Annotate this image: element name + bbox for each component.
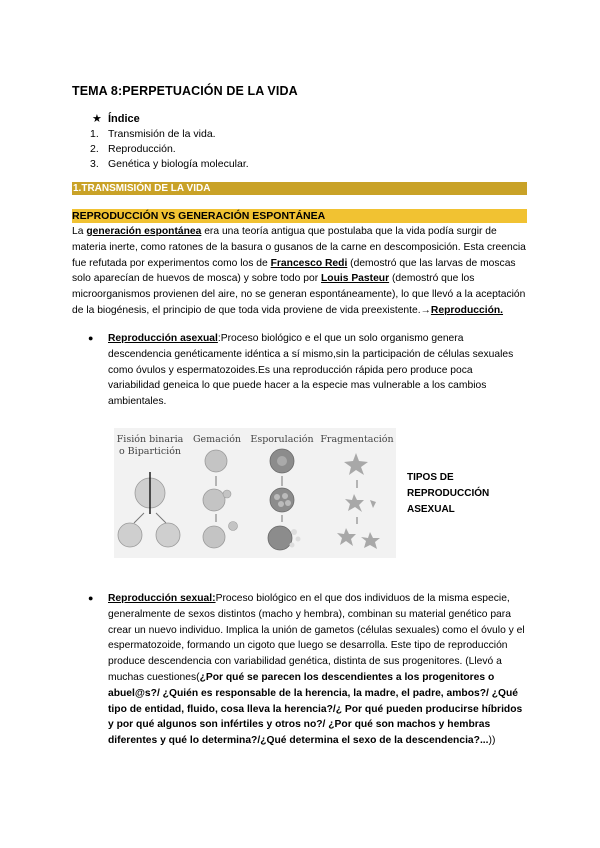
figure-label: o Bipartición (118, 446, 182, 457)
starfish-shape (345, 494, 364, 512)
cell-shape (205, 450, 227, 472)
arrow-icon (156, 513, 166, 523)
index-item: 3. Genética y biología molecular. (90, 158, 249, 170)
cell-shape (118, 523, 142, 547)
cell-shape (270, 488, 294, 512)
cell-shape (156, 523, 180, 547)
page-title: TEMA 8:PERPETUACIÓN DE LA VIDA (72, 84, 298, 98)
subsection-heading: REPRODUCCIÓN VS GENERACIÓN ESPONTÁNEA (72, 209, 527, 223)
arrow-icon (134, 513, 144, 523)
term-generacion-espontanea: generación espontánea (86, 226, 202, 237)
nucleus-shape (277, 456, 287, 466)
bud-shape (229, 522, 238, 531)
index-item: 2. Reproducción. (90, 143, 176, 155)
spore-shape (282, 493, 288, 499)
starfish-shape (344, 453, 368, 475)
term-reproduccion-asexual: Reproducción asexual (108, 333, 218, 344)
cell-shape (268, 526, 292, 550)
cell-shape (203, 489, 225, 511)
starfish-shape (337, 528, 356, 546)
spore-shape (274, 494, 280, 500)
figure-label: Esporulación (250, 434, 314, 445)
spore-shape (278, 501, 284, 507)
spore-shape (291, 529, 297, 535)
bud-shape (223, 490, 231, 498)
term-louis-pasteur: Louis Pasteur (321, 273, 390, 285)
bullet-dot-icon: ● (88, 333, 94, 343)
bullet-sexual: ● Reproducción sexual:Proceso biológico en el que dos individuos de la misma especie, generalmente de sexos distintos (macho y hembra), combinan su material genético para crear un nuevo individuo. Implica la unión de gametos (células sexuales) como el óvulo y el espermatozoide, formando un cigoto que luego se desarrolla. Este tipo de reproducción produce descendencia con variabilidad genética, distinta de sus progenitores. (Llevó a muchas cuestiones(¿Por qué se parecen los descendientes a los progenitores o abuel@s?/ ¿Quién es responsable de la herencia, la madre, el padre, ambos?/ ¿Qué tipo de entidad, fluido, cosa lleva la herencia?/¿ Por qué pueden producirse híbridos y por qué algunos son infértiles y otros no?/ ¿Por qué son machos y hembras diferentes y qué lo determina?/¿Qué determina el sexo de la descendencia?...)) (88, 593, 525, 747)
figure-label: Fisión binaria (116, 434, 184, 445)
term-reproduccion-sexual: Reproducción sexual: (108, 593, 216, 604)
star-icon: ★ (92, 113, 102, 125)
index-item: 1. Transmisión de la vida. (90, 128, 216, 140)
asexual-reproduction-figure (114, 428, 396, 558)
arrow-icon: → (420, 304, 431, 316)
term-reproduccion: Reproducción. (430, 304, 504, 316)
figure-drawing (114, 428, 396, 558)
intro-paragraph: La generación espontánea era una teoría antigua que postulaba que la vida podía surgir de materia inerte, como ratones de la basura o gusanos de la carne en descomposición. Esta creencia fue refutada por experimentos como los de Francesco Redi (demostró que las larvas de moscas solo aparecían de huevos de mosca) y sobre todo por Louis Pasteur (demostró que los microorganismos provienen del aire, no se generan espontáneamente), lo que llevó a la aceptación de la biogénesis, el principio de que toda vida proviene de vida preexistente.→Reproducción. (72, 226, 526, 316)
spore-shape (296, 537, 301, 542)
figure-label: Fragmentación (320, 434, 394, 445)
spore-shape (285, 500, 291, 506)
index-list (90, 127, 249, 172)
heredity-questions: ¿Por qué se parecen los descendientes a los progenitores o abuel@s?/ ¿Quién es responsable de la herencia, la madre, el padre, ambos?/ ¿Qué tipo de entidad, fluido, cosa lleva la herencia?/¿ Por qué pueden producirse híbridos y por qué algunos son infértiles y otros no?/ ¿Por qué son machos y hembras diferentes y qué lo determina?/¿Qué determina el sexo de la descendencia?... (108, 671, 523, 747)
cell-shape (203, 526, 225, 548)
figure-label: Gemación (192, 434, 242, 445)
spore-shape (290, 543, 295, 548)
bullet-dot-icon: ● (88, 593, 94, 603)
figure-caption: TIPOS DE REPRODUCCIÓN ASEXUAL (407, 472, 490, 515)
starfish-shape (361, 532, 380, 549)
fragment-shape (370, 500, 376, 508)
bullet-asexual: ● Reproducción asexual:Proceso biológico e el que un solo organismo genera descendencia genéticamente idéntica a sí mismo,sin la participación de células sexuales como óvulos y espermatozoides.Es una reproducción rápida pero produce poca variabilidad geneica lo que puede hacer a la especie mas vulnerable a los cambios ambientales. (88, 333, 514, 408)
section-heading: 1.TRANSMISIÓN DE LA VIDA (72, 182, 527, 195)
term-francesco-redi: Francesco Redi (270, 257, 348, 269)
index-heading: ★ Índice (92, 113, 140, 125)
